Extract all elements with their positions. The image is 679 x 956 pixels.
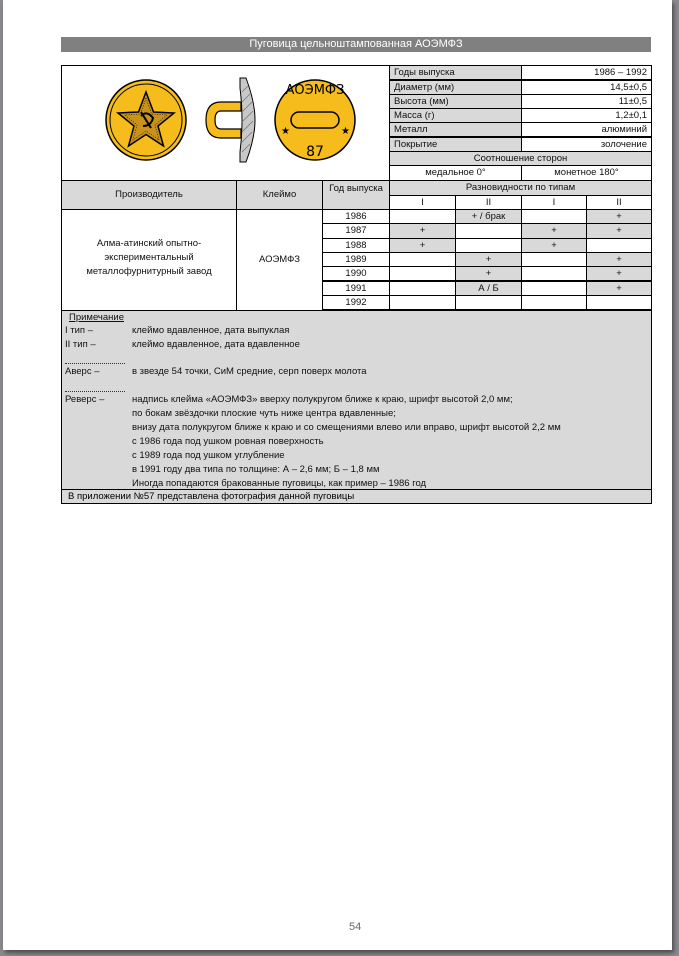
profile-icon: [206, 78, 255, 162]
maker-line-3: металлофурнитурный завод: [86, 266, 212, 277]
notes-section: [61, 310, 652, 490]
spec-value: 14,5±0,5: [521, 80, 652, 95]
year-cell: 1990: [322, 266, 390, 281]
variant-cell: +: [586, 281, 652, 296]
spec-value: 1,2±0,1: [521, 108, 652, 123]
variant-cell: +: [521, 238, 587, 253]
page-title: Пуговица цельноштампованная АОЭМФЗ: [61, 37, 651, 52]
year-cell: 1989: [322, 252, 390, 267]
variant-cell: [521, 295, 587, 310]
variant-cell: А / Б: [455, 281, 522, 296]
star-right-icon: ★: [341, 126, 350, 137]
reverse-line: внизу дата полукругом ближе к краю и со смещениями влево или вправо, шрифт высотой 2,2 мм: [132, 422, 561, 433]
variant-cell: +: [586, 266, 652, 281]
variant-cell: + / брак: [455, 209, 522, 224]
mark-cell: АОЭМФЗ: [236, 209, 323, 311]
reverse-year-text: 87: [306, 144, 324, 160]
button-illustration: [103, 72, 363, 172]
obverse-text: в звезде 54 точки, СиМ средние, серп поверх молота: [132, 366, 367, 377]
variant-cell: [586, 295, 652, 310]
year-cell: 1991: [322, 281, 390, 296]
variant-cell: [389, 209, 456, 224]
variant-cell: +: [455, 252, 522, 267]
header-year-text: Год выпуска: [329, 183, 383, 194]
separator: [65, 363, 125, 364]
variant-cell: [389, 281, 456, 296]
variant-cell: [521, 266, 587, 281]
reverse-icon: [275, 80, 355, 160]
type-header: II: [586, 195, 652, 210]
spec-value: 1986 – 1992: [521, 65, 652, 80]
header-mark: Клеймо: [236, 180, 323, 210]
separator: [65, 391, 125, 392]
spec-label: Металл: [389, 122, 522, 137]
type2-text: клеймо вдавленное, дата вдавленное: [132, 339, 300, 350]
header-maker: Производитель: [61, 180, 237, 210]
spec-label: Покрытие: [389, 137, 522, 152]
type1-label: I тип –: [65, 325, 94, 336]
type-header: II: [455, 195, 522, 210]
variant-cell: +: [455, 266, 522, 281]
appendix-note: В приложении №57 представлена фотография данной пуговицы: [61, 489, 652, 504]
maker-cell: [61, 209, 237, 311]
variant-cell: [455, 238, 522, 253]
notes-heading: Примечание: [69, 312, 124, 323]
header-year: [322, 180, 390, 210]
spec-value: золочение: [521, 137, 652, 152]
ratio-header: Соотношение сторон: [389, 151, 652, 166]
variant-cell: [389, 295, 456, 310]
ratio-coin: монетное 180°: [521, 165, 652, 181]
ratio-medal: медальное 0°: [389, 165, 522, 181]
variant-cell: [521, 252, 587, 267]
obverse-label: Аверс –: [65, 366, 100, 377]
variant-cell: [521, 281, 587, 296]
variant-cell: [586, 238, 652, 253]
spec-label: Масса (г): [389, 108, 522, 123]
type-header: I: [389, 195, 456, 210]
variant-cell: +: [586, 209, 652, 224]
variant-cell: [389, 266, 456, 281]
spec-label: Годы выпуска: [389, 65, 522, 80]
type2-label: II тип –: [65, 339, 96, 350]
type1-text: клеймо вдавленное, дата выпуклая: [132, 325, 290, 336]
year-cell: 1987: [322, 223, 390, 238]
reverse-line: по бокам звёздочки плоские чуть ниже центра вдавленные;: [132, 408, 396, 419]
year-cell: 1986: [322, 209, 390, 224]
reverse-line: надпись клейма «АОЭМФЗ» вверху полукругом ближе к краю, шрифт высотой 2,0 мм;: [132, 394, 513, 405]
variant-cell: +: [521, 223, 587, 238]
maker-line-2: экспериментальный: [104, 252, 194, 263]
page-number: 54: [349, 921, 362, 933]
variant-cell: +: [586, 223, 652, 238]
spec-label: Высота (мм): [389, 94, 522, 109]
reverse-line: с 1989 года под ушком углубление: [132, 450, 285, 461]
reverse-line: с 1986 года под ушком ровная поверхность: [132, 436, 324, 447]
variant-cell: +: [389, 223, 456, 238]
spec-value: 11±0,5: [521, 94, 652, 109]
variant-cell: +: [389, 238, 456, 253]
maker-line-1: Алма-атинский опытно-: [96, 238, 202, 249]
year-cell: 1992: [322, 295, 390, 310]
spec-value: алюминий: [521, 122, 652, 137]
type-header: I: [521, 195, 587, 210]
variant-cell: [521, 209, 587, 224]
variant-cell: [389, 252, 456, 267]
spec-label: Диаметр (мм): [389, 80, 522, 95]
reverse-label: Реверс –: [65, 394, 105, 405]
obverse-star-icon: [106, 80, 186, 160]
variant-cell: [455, 295, 522, 310]
reverse-line: Иногда попадаются бракованные пуговицы, как пример – 1986 год: [132, 478, 427, 489]
reverse-line: в 1991 году два типа по толщине: А – 2,6 мм; Б – 1,8 мм: [132, 464, 380, 475]
year-cell: 1988: [322, 238, 390, 253]
document-page: [3, 0, 672, 950]
star-left-icon: ★: [281, 126, 290, 137]
variant-cell: [455, 223, 522, 238]
reverse-mark-text: АОЭМФЗ: [285, 83, 345, 98]
header-variants: Разновидности по типам: [389, 180, 652, 196]
variant-cell: +: [586, 252, 652, 267]
